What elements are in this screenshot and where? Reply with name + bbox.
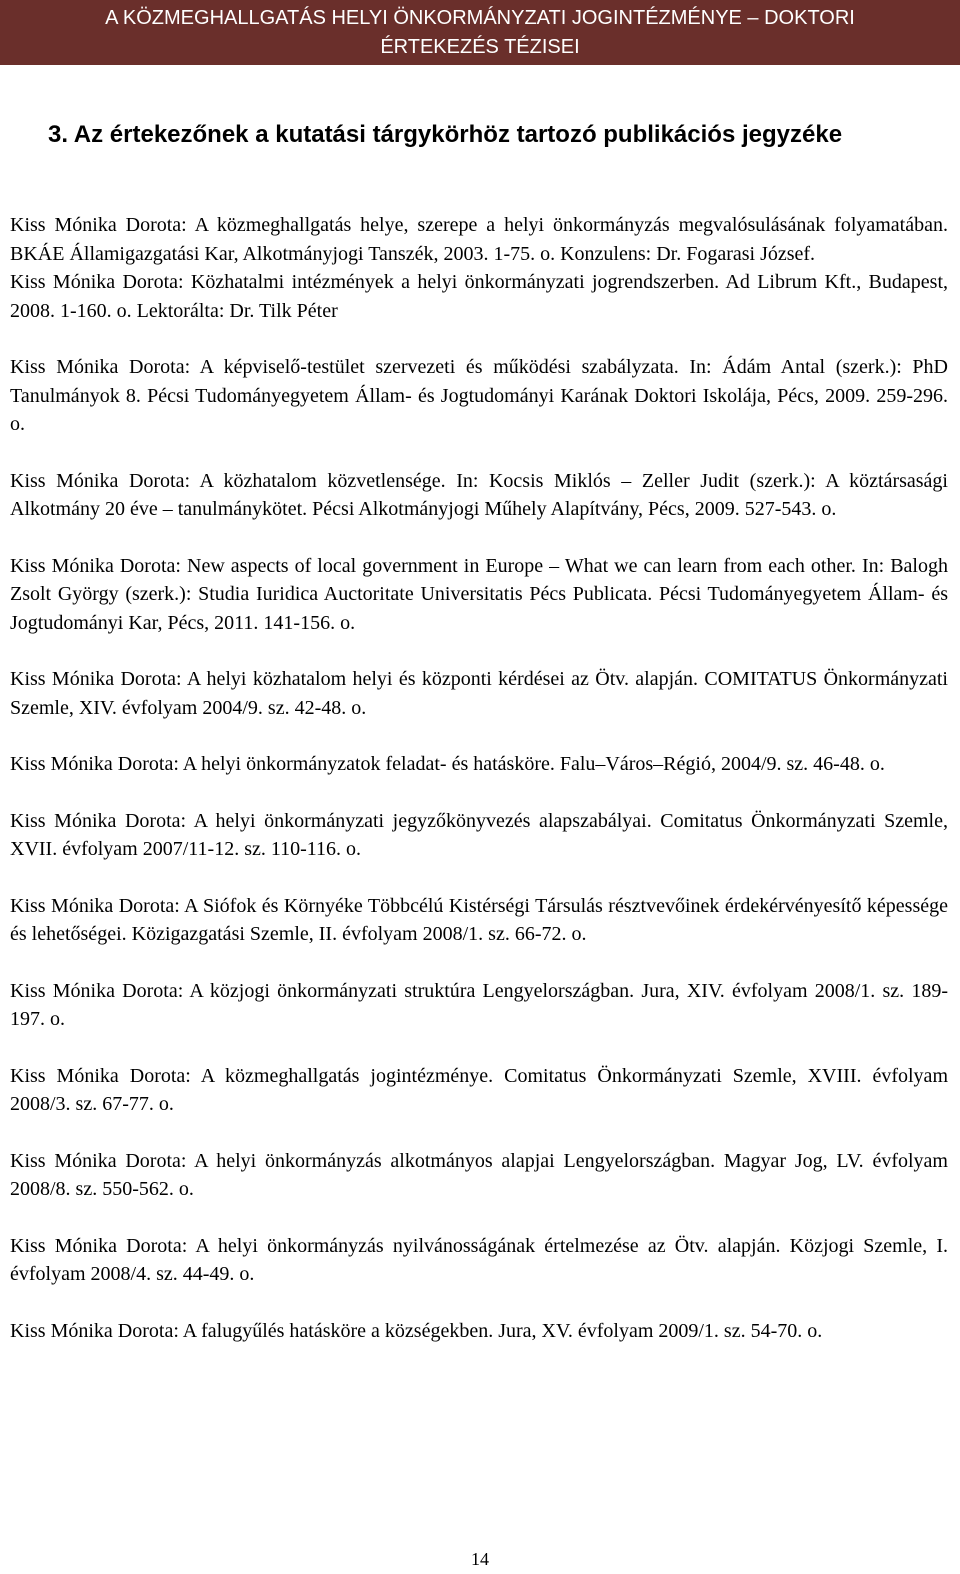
page-number: 14 (471, 1549, 489, 1569)
publication-item: Kiss Mónika Dorota: New aspects of local government in Europe – What we can learn from each other. In: Balogh Zsolt György (szerk.): Studia Iuridica Auctoritate Universitatis Pécs Publicata. Pécsi Tudományegyetem Állam- és Jogtudományi Kar, Pécs, 2011. 141-156. o. (10, 554, 948, 634)
publication-item: Kiss Mónika Dorota: A Siófok és Környéke Többcélú Kistérségi Társulás résztvevőinek érdekérvényesítő képessége és lehetőségei. Közigazgatási Szemle, II. évfolyam 2008/1. sz. 66-72. o. (10, 894, 948, 945)
publication-item: Kiss Mónika Dorota: A helyi önkormányzatok feladat- és hatásköre. Falu–Város–Régió, 2004/9. sz. 46-48. o. (10, 753, 885, 775)
publication-item: Kiss Mónika Dorota: A közjogi önkormányzati struktúra Lengyelországban. Jura, XIV. évfolyam 2008/1. sz. 189-197. o. (10, 979, 948, 1030)
publication-item: Kiss Mónika Dorota: A közmeghallgatás jogintézménye. Comitatus Önkormányzati Szemle, XVIII. évfolyam 2008/3. sz. 67-77. o. (10, 1064, 948, 1115)
publication-item: Kiss Mónika Dorota: A közmeghallgatás helye, szerepe a helyi önkormányzás megvalósulásának folyamatában. BKÁE Államigazgatási Kar, Alkotmányjogi Tanszék, 2003. 1-75. o. Konzulens: Dr. Fogarasi József. (10, 214, 948, 265)
publication-item: Kiss Mónika Dorota: A helyi önkormányzás nyilvánosságának értelmezése az Ötv. alapján. Közjogi Szemle, I. évfolyam 2008/4. sz. 44-49. o. (10, 1234, 948, 1285)
publication-list (10, 211, 948, 1373)
page-header (0, 0, 960, 65)
publication-item: Kiss Mónika Dorota: A helyi önkormányzás alkotmányos alapjai Lengyelországban. Magyar Jog, LV. évfolyam 2008/8. sz. 550-562. o. (10, 1149, 948, 1200)
publication-item: Kiss Mónika Dorota: Közhatalmi intézmények a helyi önkormányzati jogrendszerben. Ad Librum Kft., Budapest, 2008. 1-160. o. Lektorálta: Dr. Tilk Péter (10, 271, 948, 322)
section-title: 3. Az értekezőnek a kutatási tárgykörhöz tartozó publikációs jegyzéke (48, 121, 843, 148)
publication-item: Kiss Mónika Dorota: A falugyűlés hatásköre a községekben. Jura, XV. évfolyam 2009/1. sz. 54-70. o. (10, 1319, 823, 1342)
publication-item: Kiss Mónika Dorota: A közhatalom közvetlensége. In: Kocsis Miklós – Zeller Judit (szerk.): A köztársasági Alkotmány 20 éve – tanulmánykötet. Pécsi Alkotmányjogi Műhely Alapítvány, Pécs, 2009. 527-543. o. (10, 469, 948, 520)
publication-item: Kiss Mónika Dorota: A képviselő-testület szervezeti és működési szabályzata. In: Ádám Antal (szerk.): PhD Tanulmányok 8. Pécsi Tudományegyetem Állam- és Jogtudományi Karának Doktori Iskolája, Pécs, 2009. 259-296. o. (10, 356, 948, 435)
header-line-2: ÉRTEKEZÉS TÉZISEI (380, 36, 580, 58)
header-line-1: A KÖZMEGHALLGATÁS HELYI ÖNKORMÁNYZATI JOGINTÉZMÉNYE – DOKTORI (105, 7, 855, 29)
publication-item: Kiss Mónika Dorota: A helyi közhatalom helyi és központi kérdései az Ötv. alapján. COMITATUS Önkormányzati Szemle, XIV. évfolyam 2004/9. sz. 42-48. o. (10, 668, 948, 719)
publication-item: Kiss Mónika Dorota: A helyi önkormányzati jegyzőkönyvezés alapszabályai. Comitatus Önkormányzati Szemle, XVII. évfolyam 2007/11-12. sz. 110-116. o. (10, 809, 948, 860)
